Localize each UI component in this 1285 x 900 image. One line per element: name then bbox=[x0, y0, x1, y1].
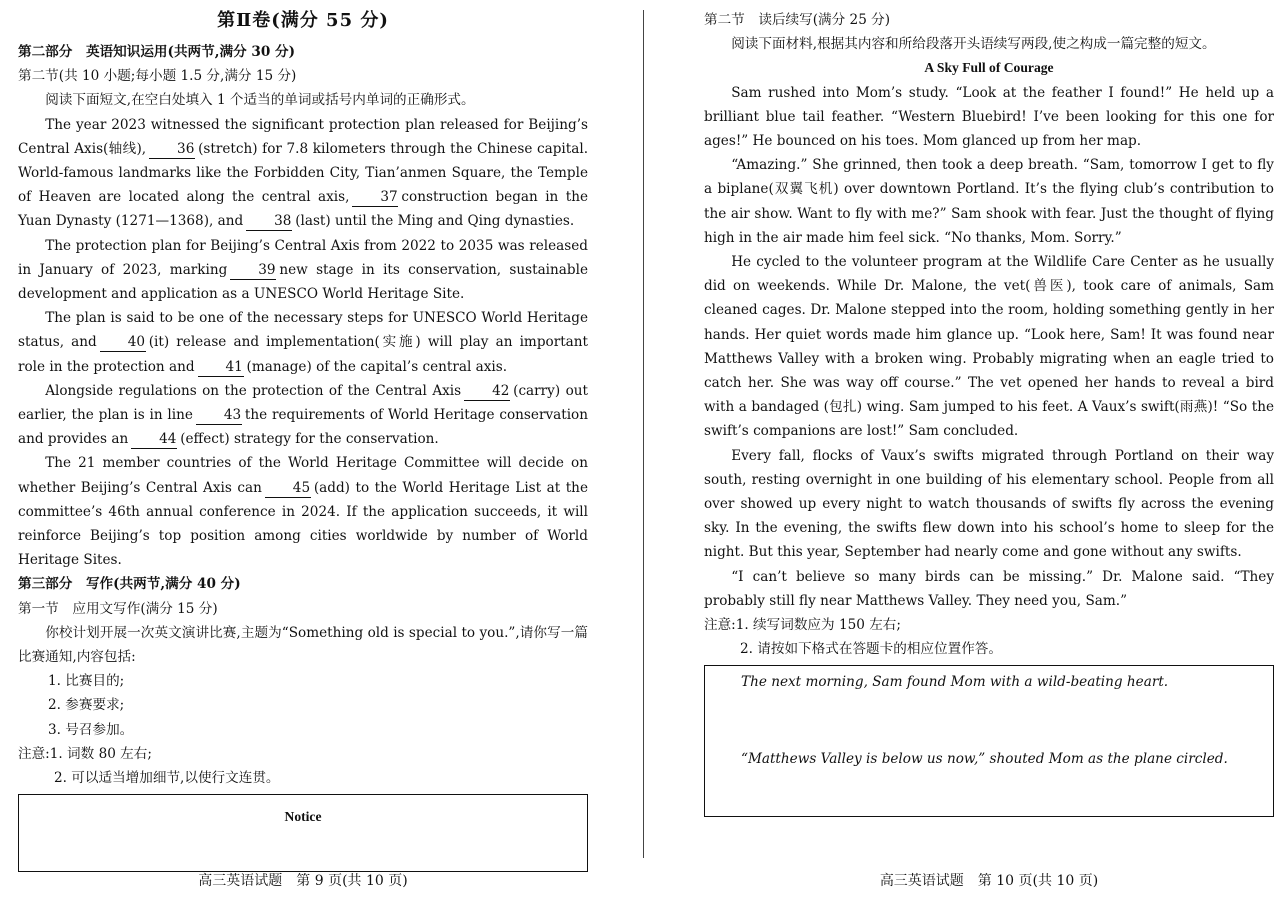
story-title: A Sky Full of Courage bbox=[924, 60, 1054, 76]
box-opening-line-1: The next morning, Sam found Mom with a wild-beating heart. bbox=[741, 674, 1169, 691]
text-span: new stage in its conservation, sustainable development and application as a UNESCO World Heritage Site. bbox=[18, 261, 588, 303]
text-span: construction began in the Yuan Dynasty (1271—1368), and bbox=[18, 189, 588, 230]
page-footer-10: 高三英语试题 第 10 页(共 10 页) bbox=[879, 873, 1099, 889]
cloze-instruction: 阅读下面短文,在空白处填入 1 个适当的单词或括号内单词的正确形式。 bbox=[45, 92, 475, 109]
story-paragraph-1: Sam rushed into Mom’s study. “Look at the feather I found!” He held up a brilliant blue tail feather. “Western Bluebird! I’ve been looking for this one for ages!” He bounced on his toes. Mom glanced up from her map. bbox=[704, 84, 1274, 150]
blank-41[interactable]: 41 bbox=[198, 358, 244, 377]
cloze-paragraph-2 bbox=[18, 234, 588, 307]
box-opening-line-2: “Matthews Valley is below us now,” shouted Mom as the plane circled. bbox=[741, 750, 1228, 767]
text-span: Alongside regulations on the protection of the Central Axis bbox=[45, 382, 462, 399]
continuation-heading: 第二节 读后续写(满分 25 分) bbox=[704, 12, 891, 28]
story-paragraph-5: “I can’t believe so many birds can be missing.” Dr. Malone said. “They probably still fly near Matthews Valley. They need you, Sam.” bbox=[704, 568, 1274, 609]
volume-title: 第Ⅱ卷(满分 55 分) bbox=[217, 10, 389, 31]
text-span: (add) to the World Heritage List at the committee’s 46th annual conference in 2024. If the application succeeds, it will reinforce Beijing’s top position among cities worldwide by number of World Heritage Sites. bbox=[18, 479, 588, 569]
story-paragraph-4: Every fall, flocks of Vaux’s swifts migrated through Portland on their way south, resting overnight in one building of his elementary school. People from all over showed up every night to watch thousands of swifts fly across the evening sky. In the evening, the swifts flew down into his school’s home to sleep for the night. But this year, September had nearly come and gone without any swifts. bbox=[704, 447, 1274, 561]
text-span: (effect) strategy for the conservation. bbox=[180, 431, 439, 448]
text-span: (it) release and implementation(实施) will play an important role in the protection and bbox=[18, 334, 588, 375]
blank-37[interactable]: 37 bbox=[352, 188, 398, 207]
blank-39[interactable]: 39 bbox=[230, 261, 276, 280]
continuation-answer-box[interactable] bbox=[704, 665, 1274, 817]
right-page bbox=[704, 8, 1274, 900]
blank-42[interactable]: 42 bbox=[464, 382, 510, 401]
text-span: The year 2023 witnessed the significant protection plan released for Beijing’s Central Axis(轴线), bbox=[18, 116, 588, 157]
notice-answer-box[interactable] bbox=[18, 794, 588, 872]
note-line-2: 2. 请按如下格式在答题卡的相应位置作答。 bbox=[740, 641, 1002, 658]
writing-task: 你校计划开展一次英文演讲比赛,主题为“Something old is special to you.”,请你写一篇比赛通知,内容包括: bbox=[18, 624, 588, 666]
text-span: (stretch) for 7.8 kilometers through the Chinese capital. World-famous landmarks like the Forbidden City, Tian’anmen Square, the Temple of Heaven are located along the central axis, bbox=[18, 140, 589, 206]
part2-heading: 第二部分 英语知识运用(共两节,满分 30 分) bbox=[18, 44, 296, 60]
cloze-paragraph-4 bbox=[18, 379, 588, 452]
note-line-1: 注意:1. 续写词数应为 150 左右; bbox=[704, 617, 901, 634]
blank-44[interactable]: 44 bbox=[131, 430, 177, 449]
text-span: The 21 member countries of the World Heritage Committee will decide on whether Beijing’s Central Axis can bbox=[18, 455, 588, 496]
blank-43[interactable]: 43 bbox=[196, 406, 242, 425]
part3-heading: 第三部分 写作(共两节,满分 40 分) bbox=[18, 576, 241, 593]
section2-heading: 第二节(共 10 小题;每小题 1.5 分,满分 15 分) bbox=[18, 68, 297, 85]
cloze-paragraph-1 bbox=[18, 113, 588, 234]
text-span: (last) until the Ming and Qing dynasties. bbox=[295, 213, 575, 230]
list-item: 2. 参赛要求; bbox=[48, 697, 125, 714]
section1-heading: 第一节 应用文写作(满分 15 分) bbox=[18, 600, 218, 617]
column-divider bbox=[643, 10, 644, 858]
blank-40[interactable]: 40 bbox=[100, 333, 146, 352]
list-item: 3. 号召参加。 bbox=[48, 721, 134, 738]
note-line-1: 注意:1. 词数 80 左右; bbox=[18, 745, 152, 762]
text-span: (carry) out earlier, the plan is in line bbox=[18, 382, 588, 424]
text-span: the requirements of World Heritage conservation and provides an bbox=[18, 407, 588, 448]
text-span: (manage) of the capital’s central axis. bbox=[246, 358, 508, 375]
note-line-2: 2. 可以适当增加细节,以使行文连贯。 bbox=[54, 770, 280, 787]
text-span: The plan is said to be one of the necessary steps for UNESCO World Heritage status, and bbox=[18, 310, 588, 351]
left-page bbox=[18, 8, 588, 900]
blank-45[interactable]: 45 bbox=[265, 479, 311, 498]
cloze-paragraph-3 bbox=[18, 306, 588, 379]
continuation-instruction: 阅读下面材料,根据其内容和所给段落开头语续写两段,使之构成一篇完整的短文。 bbox=[731, 36, 1216, 53]
blank-36[interactable]: 36 bbox=[149, 140, 195, 159]
list-item: 1. 比赛目的; bbox=[48, 673, 125, 690]
story-paragraph-3: He cycled to the volunteer program at the Wildlife Care Center as he usually did on weekends. While Dr. Malone, the vet(兽医), took care of animals, Sam cleaned cages. Dr. Malone stepped into the room, holding something gently in her hands. Her quiet words made him glance up. “Look here, Sam! It was found near Matthews Valley with a broken wing. Probably migrating when an eagle tried to catch her. She was way off course.” The vet opened her hands to reveal a bird with a bandaged (包扎) wing. Sam jumped to his feet. A Vaux’s swift(雨燕)! “So the swift’s companions are lost!” Sam concluded. bbox=[704, 254, 1274, 440]
cloze-paragraph-5 bbox=[18, 451, 588, 572]
blank-38[interactable]: 38 bbox=[246, 212, 292, 231]
story-paragraph-2: “Amazing.” She grinned, then took a deep breath. “Sam, tomorrow I get to fly a biplane(双翼飞机) over downtown Portland. It’s the flying club’s contribution to the air show. Want to fly with me?” Sam shook with fear. Just the thought of flying high in the air made him feel sick. “No thanks, Mom. Sorry.” bbox=[704, 157, 1274, 246]
text-span: The protection plan for Beijing’s Central Axis from 2022 to 2035 was released in January of 2023, marking bbox=[18, 237, 588, 278]
notice-title: Notice bbox=[284, 809, 322, 825]
page-footer-9: 高三英语试题 第 9 页(共 10 页) bbox=[198, 873, 408, 889]
requirement-list bbox=[18, 669, 588, 742]
